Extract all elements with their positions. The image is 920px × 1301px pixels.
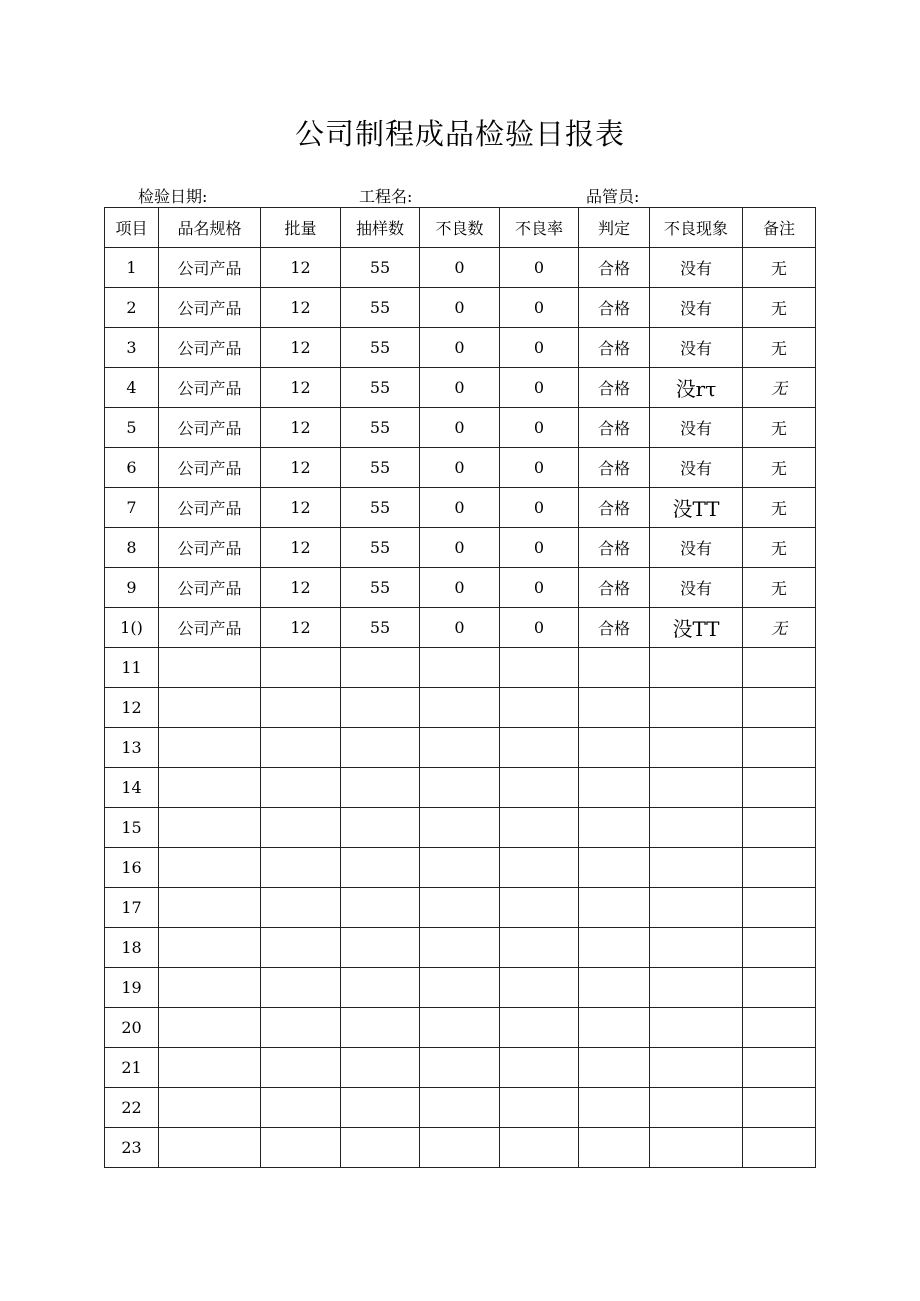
cell-defect-count [420,728,500,768]
cell-batch-qty [261,1048,341,1088]
cell-defect-description: 没有 [650,408,743,448]
header-remarks: 备注 [743,208,816,248]
cell-defect-count [420,888,500,928]
cell-remarks [743,968,816,1008]
cell-sample-qty [341,688,420,728]
cell-defect-description: 没有 [650,528,743,568]
qc-inspector-label: 品管员: [586,187,640,206]
cell-defect-rate: 0 [500,288,579,328]
cell-defect-count [420,928,500,968]
cell-batch-qty: 12 [261,568,341,608]
cell-defect-rate: 0 [500,488,579,528]
table-row [105,568,816,608]
cell-defect-count [420,968,500,1008]
cell-defect-rate: 0 [500,408,579,448]
cell-defect-description [650,728,743,768]
cell-remarks [743,808,816,848]
cell-defect-rate [500,768,579,808]
table-row [105,608,816,648]
cell-product-spec [159,688,261,728]
cell-sample-qty [341,768,420,808]
table-row [105,728,816,768]
table-row [105,448,816,488]
cell-defect-count: 0 [420,608,500,648]
cell-sample-qty [341,968,420,1008]
cell-sample-qty: 55 [341,408,420,448]
cell-defect-count [420,1088,500,1128]
cell-defect-count: 0 [420,528,500,568]
cell-defect-rate [500,1128,579,1168]
cell-batch-qty [261,688,341,728]
cell-batch-qty [261,768,341,808]
cell-remarks [743,1128,816,1168]
cell-remarks: 无 [743,568,816,608]
cell-product-spec: 公司产品 [159,448,261,488]
cell-judgement [579,1008,650,1048]
cell-remarks [743,688,816,728]
header-defect-count: 不良数 [420,208,500,248]
cell-item-no: 15 [105,808,159,848]
cell-remarks: 无 [743,408,816,448]
cell-batch-qty [261,1088,341,1128]
cell-defect-description: 没有 [650,288,743,328]
cell-batch-qty [261,1128,341,1168]
table-row [105,1088,816,1128]
cell-item-no: 8 [105,528,159,568]
cell-sample-qty [341,648,420,688]
cell-judgement [579,1088,650,1128]
cell-judgement [579,648,650,688]
cell-product-spec: 公司产品 [159,528,261,568]
cell-item-no: 5 [105,408,159,448]
cell-judgement [579,1048,650,1088]
cell-defect-description: 没rτ [650,368,743,408]
cell-sample-qty [341,928,420,968]
cell-sample-qty: 55 [341,568,420,608]
cell-defect-description [650,1088,743,1128]
cell-item-no: 23 [105,1128,159,1168]
cell-remarks [743,768,816,808]
cell-product-spec [159,728,261,768]
cell-defect-rate [500,1008,579,1048]
cell-defect-rate: 0 [500,528,579,568]
cell-defect-count: 0 [420,248,500,288]
cell-batch-qty: 12 [261,328,341,368]
cell-sample-qty [341,1128,420,1168]
table-row [105,1128,816,1168]
cell-product-spec [159,768,261,808]
cell-item-no: 22 [105,1088,159,1128]
cell-defect-rate [500,1088,579,1128]
cell-product-spec: 公司产品 [159,568,261,608]
cell-judgement: 合格 [579,368,650,408]
cell-sample-qty [341,1048,420,1088]
cell-defect-description [650,1128,743,1168]
table-row [105,328,816,368]
cell-product-spec: 公司产品 [159,368,261,408]
table-header-row [105,208,816,248]
header-defect-description: 不良现象 [650,208,743,248]
cell-defect-description: 没有 [650,328,743,368]
cell-defect-description: 没有 [650,248,743,288]
cell-defect-count [420,688,500,728]
cell-defect-rate: 0 [500,568,579,608]
cell-defect-description: 没TT [650,488,743,528]
table-row [105,368,816,408]
table-body [105,248,816,1168]
cell-batch-qty [261,968,341,1008]
cell-remarks: 无 [743,328,816,368]
cell-defect-rate [500,728,579,768]
cell-defect-count: 0 [420,368,500,408]
cell-item-no: 7 [105,488,159,528]
cell-judgement [579,1128,650,1168]
cell-defect-count: 0 [420,488,500,528]
cell-sample-qty [341,888,420,928]
cell-defect-count: 0 [420,448,500,488]
cell-remarks: 无 [743,288,816,328]
cell-judgement [579,968,650,1008]
table-row [105,408,816,448]
cell-remarks: 无 [743,248,816,288]
cell-remarks: 无 [743,528,816,568]
cell-sample-qty: 55 [341,528,420,568]
page-title: 公司制程成品检验日报表 [294,117,625,151]
cell-item-no: 1 [105,248,159,288]
process-name-label: 工程名: [359,187,413,206]
cell-item-no: 14 [105,768,159,808]
cell-defect-count: 0 [420,568,500,608]
cell-item-no: 11 [105,648,159,688]
cell-defect-description: 没有 [650,448,743,488]
cell-defect-count [420,1008,500,1048]
cell-remarks [743,1048,816,1088]
cell-defect-description [650,1008,743,1048]
cell-remarks: 无 [743,608,816,648]
cell-judgement [579,888,650,928]
cell-product-spec [159,928,261,968]
cell-judgement: 合格 [579,528,650,568]
cell-product-spec [159,1128,261,1168]
cell-product-spec [159,648,261,688]
cell-item-no: 3 [105,328,159,368]
cell-judgement [579,808,650,848]
table-row [105,288,816,328]
cell-product-spec [159,968,261,1008]
cell-judgement: 合格 [579,248,650,288]
table-row [105,808,816,848]
cell-judgement [579,848,650,888]
inspection-date-label: 检验日期: [138,187,208,206]
cell-sample-qty [341,848,420,888]
cell-product-spec [159,1088,261,1128]
cell-sample-qty [341,808,420,848]
cell-sample-qty: 55 [341,368,420,408]
cell-product-spec [159,888,261,928]
cell-item-no: 16 [105,848,159,888]
cell-defect-description [650,808,743,848]
cell-defect-count [420,848,500,888]
cell-remarks: 无 [743,448,816,488]
cell-batch-qty: 12 [261,608,341,648]
cell-remarks: 无 [743,368,816,408]
cell-item-no: 21 [105,1048,159,1088]
cell-product-spec [159,848,261,888]
cell-item-no: 18 [105,928,159,968]
cell-item-no: 2 [105,288,159,328]
header-judgement: 判定 [579,208,650,248]
header-sample-qty: 抽样数 [341,208,420,248]
cell-defect-description [650,1048,743,1088]
cell-remarks [743,888,816,928]
cell-item-no: 9 [105,568,159,608]
cell-defect-description [650,848,743,888]
cell-sample-qty: 55 [341,288,420,328]
header-defect-rate: 不良率 [500,208,579,248]
cell-batch-qty: 12 [261,528,341,568]
cell-defect-description [650,928,743,968]
cell-judgement: 合格 [579,488,650,528]
cell-batch-qty: 12 [261,288,341,328]
cell-defect-rate [500,888,579,928]
cell-batch-qty [261,888,341,928]
cell-batch-qty [261,848,341,888]
cell-remarks [743,728,816,768]
cell-batch-qty: 12 [261,448,341,488]
cell-judgement [579,688,650,728]
cell-sample-qty [341,728,420,768]
cell-defect-rate: 0 [500,448,579,488]
cell-judgement: 合格 [579,408,650,448]
cell-defect-count [420,768,500,808]
cell-sample-qty: 55 [341,248,420,288]
cell-item-no: 20 [105,1008,159,1048]
cell-product-spec: 公司产品 [159,328,261,368]
cell-product-spec: 公司产品 [159,288,261,328]
cell-judgement: 合格 [579,608,650,648]
cell-defect-count [420,1128,500,1168]
cell-item-no: 4 [105,368,159,408]
cell-defect-rate [500,848,579,888]
cell-batch-qty [261,1008,341,1048]
table-row [105,928,816,968]
cell-batch-qty: 12 [261,368,341,408]
cell-batch-qty: 12 [261,488,341,528]
cell-remarks: 无 [743,488,816,528]
table-row [105,1008,816,1048]
cell-remarks [743,1088,816,1128]
table-row [105,528,816,568]
cell-judgement [579,928,650,968]
cell-defect-rate [500,1048,579,1088]
table-row [105,248,816,288]
cell-remarks [743,928,816,968]
cell-sample-qty: 55 [341,488,420,528]
cell-product-spec: 公司产品 [159,408,261,448]
cell-defect-rate: 0 [500,248,579,288]
cell-remarks [743,648,816,688]
cell-remarks [743,1008,816,1048]
cell-product-spec [159,1008,261,1048]
cell-defect-description [650,968,743,1008]
cell-judgement: 合格 [579,328,650,368]
cell-defect-rate [500,688,579,728]
cell-defect-count [420,648,500,688]
cell-defect-description [650,768,743,808]
cell-defect-count [420,1048,500,1088]
cell-judgement [579,768,650,808]
cell-defect-rate [500,928,579,968]
cell-item-no: 6 [105,448,159,488]
cell-batch-qty [261,928,341,968]
cell-defect-count: 0 [420,288,500,328]
cell-item-no: 19 [105,968,159,1008]
table-row [105,1048,816,1088]
cell-batch-qty [261,648,341,688]
table-row [105,848,816,888]
table-row [105,488,816,528]
cell-judgement: 合格 [579,288,650,328]
cell-item-no: 13 [105,728,159,768]
table-row [105,688,816,728]
cell-batch-qty: 12 [261,248,341,288]
cell-product-spec: 公司产品 [159,248,261,288]
cell-product-spec [159,808,261,848]
cell-product-spec: 公司产品 [159,488,261,528]
cell-product-spec [159,1048,261,1088]
cell-batch-qty: 12 [261,408,341,448]
cell-sample-qty [341,1088,420,1128]
cell-item-no: 1() [105,608,159,648]
cell-defect-rate [500,968,579,1008]
table-row [105,768,816,808]
cell-defect-count: 0 [420,328,500,368]
cell-defect-description [650,688,743,728]
table-row [105,888,816,928]
table-row [105,648,816,688]
header-item-no: 项目 [105,208,159,248]
cell-defect-description: 没有 [650,568,743,608]
cell-sample-qty: 55 [341,448,420,488]
cell-defect-count: 0 [420,408,500,448]
cell-product-spec: 公司产品 [159,608,261,648]
cell-defect-description: 没TT [650,608,743,648]
cell-item-no: 17 [105,888,159,928]
cell-defect-count [420,808,500,848]
cell-remarks [743,848,816,888]
cell-defect-rate [500,808,579,848]
cell-defect-rate: 0 [500,328,579,368]
inspection-report-table [104,207,816,1168]
cell-defect-rate: 0 [500,368,579,408]
cell-judgement [579,728,650,768]
cell-defect-description [650,648,743,688]
cell-sample-qty: 55 [341,328,420,368]
table-row [105,968,816,1008]
header-batch-qty: 批量 [261,208,341,248]
cell-defect-description [650,888,743,928]
cell-judgement: 合格 [579,448,650,488]
cell-batch-qty [261,728,341,768]
cell-defect-rate: 0 [500,608,579,648]
cell-item-no: 12 [105,688,159,728]
cell-batch-qty [261,808,341,848]
header-product-spec: 品名规格 [159,208,261,248]
cell-sample-qty [341,1008,420,1048]
cell-sample-qty: 55 [341,608,420,648]
cell-defect-rate [500,648,579,688]
cell-judgement: 合格 [579,568,650,608]
